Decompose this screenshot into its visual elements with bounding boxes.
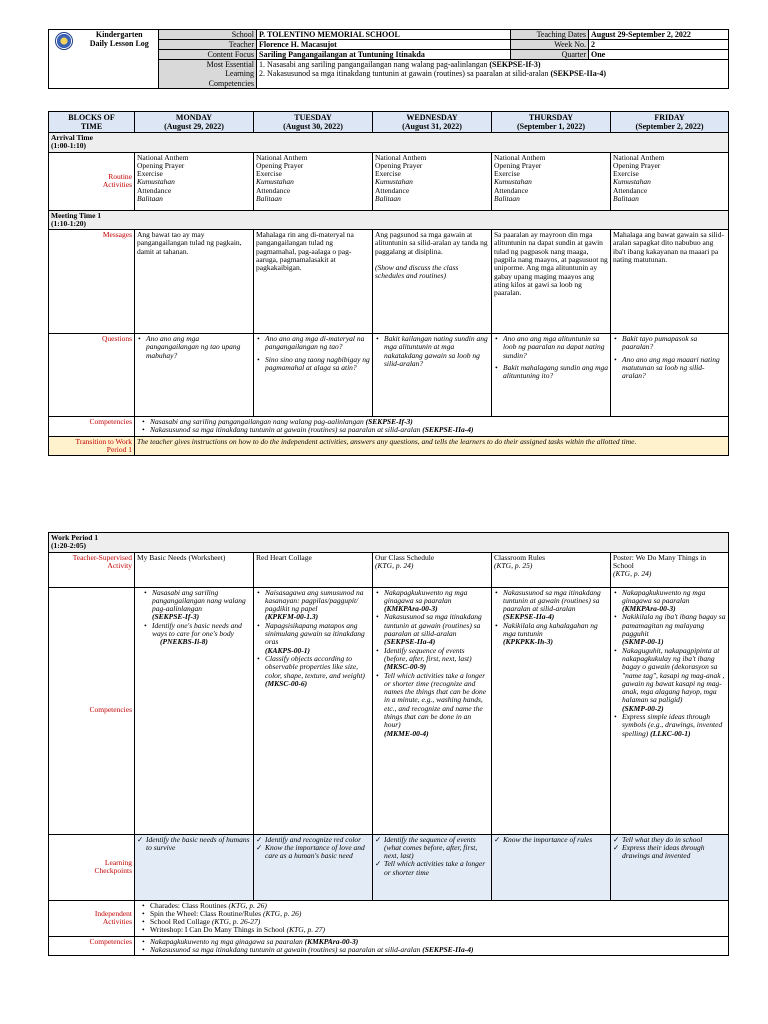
routine-cell: National Anthem Opening Prayer Exercise Kumustahan Attendance Balitaan xyxy=(611,152,729,210)
meeting-section: Meeting Time 1 (1:10-1:20) xyxy=(49,210,729,230)
day-header-row xyxy=(49,112,729,133)
quarter-label: Quarter xyxy=(511,50,589,60)
checkpoints-thursday: ✓ Know the importance of rules xyxy=(492,834,611,900)
checkpoints-tuesday: ✓ Identify and recognize red color ✓ Know the importance of love and care as a human's basic need xyxy=(254,834,373,900)
routine-cell: National Anthem Opening Prayer Exercise Kumustahan Attendance Balitaan xyxy=(492,152,611,210)
final-competencies-list xyxy=(135,936,729,956)
day-header-thursday: THURSDAY (September 1, 2022) xyxy=(492,112,611,133)
work-comp-wednesday: • Nakapagkukuwento ng mga ginagawa sa paaralan (KMKPAra-00-3) • Nakasusunod sa mga itinakdang tuntunin at gawain (routines) sa paaralan at silid-aralan (SEKPSE-IIa-4) • Identify sequence of events (before, after, first, next, last) (MKSC-00-9) • Tell which activities take a longer or shorter time (recognize and names the things that can be done in a minute, e.g., washing hands, etc., and recognize and name the things that can be done in an hour) (MKME-00-4) xyxy=(373,587,492,834)
teacher-value: Florence H. Macasujot xyxy=(257,40,511,50)
dates-label: Teaching Dates xyxy=(511,30,589,40)
competency-item: • Nakapagkukuwento ng mga ginagawa sa paaralan (KMKPAra-00-3) xyxy=(141,938,726,946)
logo-cell xyxy=(49,30,81,89)
tsa-label: Teacher-Supervised Activity xyxy=(49,552,135,587)
deped-seal-icon xyxy=(55,32,73,50)
arrival-section: Arrival Time (1:00-1:10) xyxy=(49,133,729,153)
checkpoints-monday: ✓ Identify the basic needs of humans to survive xyxy=(135,834,254,900)
work-period-table xyxy=(48,532,729,956)
checkpoints-friday: ✓ Tell what they do in school ✓ Express their ideas through drawings and invented xyxy=(611,834,729,900)
day-header-wednesday: WEDNESDAY (August 31, 2022) xyxy=(373,112,492,133)
work-comp-tuesday: • Naisasagawa ang sumusunod na kasanayan: pagpilas/paggupit/ pagdikit ng papel (KPKFM-00-1.3) • Napagsisikapang matapos ang sinimulang gawain sa itinakdang oras (KAKPS-00-1) • Classify objects according to observable properties like size, color, shape, texture, and weight) (MKSC-00-6) xyxy=(254,587,373,834)
doc-title: Kindergarten Daily Lesson Log xyxy=(81,30,159,89)
competency-item: • Nasasabi ang sariling pangangailangan nang walang pag-aalinlangan (SEKPSE-If-3) xyxy=(141,418,726,426)
questions-label: Questions xyxy=(49,334,135,417)
independent-row xyxy=(49,900,729,936)
checkpoints-wednesday: ✓ Identify the sequence of events (what comes before, after, first, next, last) ✓ Tell which activities take a longer or shorter time xyxy=(373,834,492,900)
melc-list xyxy=(257,60,729,89)
competencies-row xyxy=(49,417,729,437)
focus-label: Content Focus xyxy=(159,50,257,60)
transition-label: Transition to Work Period 1 xyxy=(49,436,135,456)
daily-schedule-table xyxy=(48,111,729,456)
messages-label: Messages xyxy=(49,230,135,334)
questions-row xyxy=(49,334,729,417)
routine-cell: National Anthem Opening Prayer Exercise Kumustahan Attendance Balitaan xyxy=(135,152,254,210)
checkpoints-label: Learning Checkpoints xyxy=(49,834,135,900)
week-label: Week No. xyxy=(511,40,589,50)
transition-row xyxy=(49,436,729,456)
work-competencies-row xyxy=(49,587,729,834)
independent-item: • Spin the Wheel: Class Routine/Rules (KTG, p. 26) xyxy=(141,910,726,918)
checkpoints-row xyxy=(49,834,729,900)
final-competencies-label: Competencies xyxy=(49,936,135,956)
day-header-tuesday: TUESDAY (August 30, 2022) xyxy=(254,112,373,133)
competencies-label: Competencies xyxy=(49,417,135,437)
competency-item: • Nakasusunod sa mga itinakdang tuntunin at gawain (routines) sa paaralan at silid-aralan (SEKPSE-IIa-4) xyxy=(141,426,726,434)
independent-item: • Writeshop: I Can Do Many Things in School (KTG, p. 27) xyxy=(141,926,726,934)
melc-item: 1. Nasasabi ang sariling pangangailangan nang walang pag-aalinlangan (SEKPSE-If-3) xyxy=(259,60,541,69)
independent-item: • Charades: Class Routines (KTG, p. 26) xyxy=(141,902,726,910)
message-tuesday: Mahalaga rin ang di-materyal na pangangailangan tulad ng pagmamahal, pag-aalaga o pag-aaruga, pagmamalasakit at pagkakaibigan. xyxy=(254,230,373,334)
independent-item: • School Red Collage (KTG, p. 26-27) xyxy=(141,918,726,926)
day-header-friday: FRIDAY (September 2, 2022) xyxy=(611,112,729,133)
message-thursday: Sa paaralan ay mayroon din mga alituntunin na dapat sundin at gawin tulad ng pagpasok nang maaga, pagpila nang maayos, at pagsusuot ng uniporme. Ang mga alituntunin ay gabay upang maging maayos ang ating kilos at gawi sa loob ng paaralan. xyxy=(492,230,611,334)
activity-row xyxy=(49,552,729,587)
dates-value: August 29-September 2, 2022 xyxy=(589,30,729,40)
work-comp-thursday: • Nakasusunod sa mga itinakdang tuntunin at gawain (routines) sa paaralan at silid-aralan (SEKPSE-IIa-4) • Nakikilala ang kahalagahan ng mga tuntunin (KPKPKK-Ih-3) xyxy=(492,587,611,834)
competency-item: • Nakasusunod sa mga itinakdang tuntunin at gawain (routines) sa paaralan at silid-aralan (SEKPSE-IIa-4) xyxy=(141,946,726,954)
independent-label: Independent Activities xyxy=(49,900,135,936)
questions-friday: • Bakit tayo pumapasok sa paaralan? • Ano ano ang mga maaari nating matutunan sa loob ng silid-aralan? xyxy=(611,334,729,417)
work-comp-friday: • Nakapagkukuwento ng mga ginagawa sa paaralan (KMKPAra-00-3) • Nakikilala ng iba't ibang bagay sa pamamagitan ng malayang pagguhit (SKMP-00-1) • Nakaguguhit, nakapagpipinta at nakapagkukulay ng iba't ibang bagay o gawain (dekorasyon sa "name tag", kasapi ng mag-anak , gawain ng bawat kasapi ng mag-anak, mga alagang hayop, mga halaman sa paligid) (SKMP-00-2) • Express simple ideas through symbols (e.g., drawings, invented spelling) (LLKC-00-1) xyxy=(611,587,729,834)
messages-row xyxy=(49,230,729,334)
competencies-list xyxy=(135,417,729,437)
questions-monday: • Ano ano ang mga pangangailangan ng tao upang mabuhay? xyxy=(135,334,254,417)
routine-row xyxy=(49,152,729,210)
work-period-section: Work Period 1 (1:20-2:05) xyxy=(49,533,729,553)
routine-cell: National Anthem Opening Prayer Exercise Kumustahan Attendance Balitaan xyxy=(254,152,373,210)
school-value: P. TOLENTINO MEMORIAL SCHOOL xyxy=(257,30,511,40)
routine-cell: National Anthem Opening Prayer Exercise Kumustahan Attendance Balitaan xyxy=(373,152,492,210)
activity-tuesday: Red Heart Collage xyxy=(254,552,373,587)
questions-thursday: • Ano ano ang mga alituntunin sa loob ng paaralan na dapat nating sundin? • Bakit mahalagang sundin ang mga alituntuning ito? xyxy=(492,334,611,417)
quarter-value: One xyxy=(589,50,729,60)
message-monday: Ang bawat tao ay may pangangailangan tulad ng pagkain, damit at tahanan. xyxy=(135,230,254,334)
message-friday: Mahalaga ang bawat gawain sa silid-aralan sapagkat dito nabubuo ang iba't ibang kakayanan na maaari pa nating matutunan. xyxy=(611,230,729,334)
routine-label: Routine Activities xyxy=(49,152,135,210)
melc-label: Most Essential Learning Competencies xyxy=(159,60,257,89)
activity-friday: Poster: We Do Many Things in School (KTG, p. 24) xyxy=(611,552,729,587)
activity-monday: My Basic Needs (Worksheet) xyxy=(135,552,254,587)
final-competencies-row xyxy=(49,936,729,956)
teacher-label: Teacher xyxy=(159,40,257,50)
day-header-monday: MONDAY (August 29, 2022) xyxy=(135,112,254,133)
activity-wednesday: Our Class Schedule (KTG, p. 24) xyxy=(373,552,492,587)
header-table xyxy=(48,29,729,89)
work-comp-monday: • Nasasabi ang sariling pangangailangan nang walang pag-aalinlangan (SEKPSE-If-3) • Identify one's basic needs and ways to care for one's body (PNEKBS-Ii-8) xyxy=(135,587,254,834)
questions-wednesday: • Bakit kailangan nating sundin ang mga alituntunin at mga nakatakdang gawain sa loob ng silid-aralan? xyxy=(373,334,492,417)
melc-item: 2. Nakasusunod sa mga itinakdang tuntunin at gawain (routines) sa paaralan at silid-aralan (SEKPSE-IIa-4) xyxy=(259,69,607,78)
independent-list xyxy=(135,900,729,936)
transition-text: The teacher gives instructions on how to do the independent activities, answers any questions, and tells the learners to do their assigned tasks within the allotted time. xyxy=(135,436,729,456)
week-value: 2 xyxy=(589,40,729,50)
focus-value: Sariling Pangangailangan at Tuntuning Itinakda xyxy=(257,50,511,60)
school-label: School xyxy=(159,30,257,40)
questions-tuesday: • Ano ano ang mga di-materyal na pangangailangan ng tao? • Sino sino ang taong nagbibigay ng pagmamahal at alaga sa atin? xyxy=(254,334,373,417)
blocks-header: BLOCKS OF TIME xyxy=(49,112,135,133)
work-competencies-label: Competencies xyxy=(49,587,135,834)
activity-thursday: Classroom Rules (KTG, p. 25) xyxy=(492,552,611,587)
message-wednesday: Ang pagsunod sa mga gawain at alituntunin sa silid-aralan ay tanda ng paggalang at disiplina. (Show and discuss the class schedules and routines) xyxy=(373,230,492,334)
